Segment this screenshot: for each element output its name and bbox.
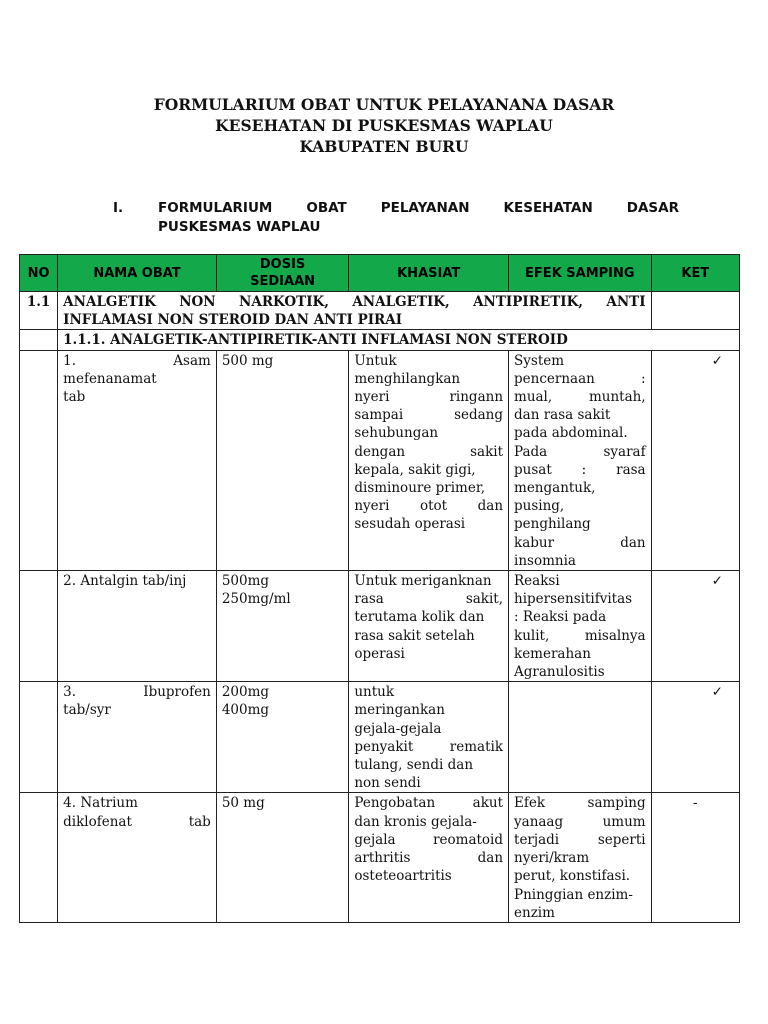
header-dosis-line-1: DOSIS bbox=[259, 257, 306, 272]
checkmark-icon: ✓ bbox=[651, 350, 739, 570]
indication-line: nyeri ringann bbox=[354, 389, 504, 406]
dosage-line: 400mg bbox=[221, 702, 270, 719]
drug-name-line: 1. Asam bbox=[63, 352, 211, 369]
side-effect-line: kabur dan bbox=[514, 534, 646, 551]
drug-name-line: mefenanamat bbox=[63, 370, 157, 387]
dosage-line: 250mg/ml bbox=[221, 591, 291, 608]
indication-line: sampai sedang bbox=[354, 407, 504, 424]
group-title-word: NON bbox=[179, 294, 216, 310]
side-effect-line: kemerahan bbox=[514, 645, 591, 662]
side-effect-line: Agranulositis bbox=[514, 664, 605, 681]
group-title-line-2: INFLAMASI NON STEROID DAN ANTI PIRAI bbox=[63, 312, 403, 329]
indication-line: non sendi bbox=[354, 775, 421, 792]
section-title-word: DASAR bbox=[626, 200, 679, 216]
row-no-cell bbox=[20, 793, 58, 922]
drug-name-line: tab bbox=[63, 389, 86, 406]
indication-line: rasa sakit setelah bbox=[354, 627, 475, 644]
indication-line: operasi bbox=[354, 645, 405, 662]
group-title bbox=[58, 292, 651, 330]
header-no: NO bbox=[20, 255, 58, 292]
drug-name-line: 2. Antalgin tab/inj bbox=[63, 573, 187, 590]
side-effect-line: perut, konstifasi. bbox=[514, 868, 631, 885]
indication-line: dengan sakit bbox=[354, 443, 504, 460]
dosage-cell bbox=[216, 793, 349, 922]
row-no-cell bbox=[20, 571, 58, 682]
dosage-cell bbox=[216, 350, 349, 570]
side-effect-line: insomnia bbox=[514, 552, 576, 569]
header-khasiat: KHASIAT bbox=[349, 255, 509, 292]
drug-name-line: 4. Natrium bbox=[63, 795, 138, 812]
header-dosis-sediaan bbox=[216, 255, 349, 292]
formulary-table bbox=[19, 254, 740, 923]
dosage-line: 200mg bbox=[221, 684, 270, 701]
table-row bbox=[20, 350, 740, 570]
header-efek-samping: EFEK SAMPING bbox=[509, 255, 652, 292]
indication-line: tulang, sendi dan bbox=[354, 757, 474, 774]
indication-line: gejala reomatoid bbox=[354, 831, 504, 848]
indication-line: arthritis dan bbox=[354, 850, 504, 867]
side-effect-line: pencernaan : bbox=[514, 370, 646, 387]
title-line-1: FORMULARIUM OBAT UNTUK PELAYANANA DASAR bbox=[153, 95, 615, 114]
side-effect-line: pada abdominal. bbox=[514, 425, 628, 442]
indication-line: terutama kolik dan bbox=[354, 609, 485, 626]
drug-name-line: diklofenat tab bbox=[63, 813, 211, 830]
header-ket: KET bbox=[651, 255, 739, 292]
subgroup-no-cell bbox=[20, 330, 58, 350]
section-title-word: FORMULARIUM bbox=[158, 200, 273, 216]
side-effect-line: Pninggian enzim- bbox=[514, 886, 633, 903]
side-effect-line: penghilang bbox=[514, 516, 591, 533]
side-effect-line: nyeri/kram bbox=[514, 850, 590, 867]
table-row bbox=[20, 793, 740, 922]
dosage-line: 500mg bbox=[221, 573, 270, 590]
dosage-cell bbox=[216, 571, 349, 682]
indication-line: meringankan bbox=[354, 702, 445, 719]
group-number: 1.1 bbox=[20, 292, 58, 330]
indication-line: penyakit rematik bbox=[354, 738, 504, 755]
group-row bbox=[20, 292, 740, 330]
checkmark-icon: ✓ bbox=[651, 682, 739, 793]
section-title bbox=[158, 199, 679, 237]
indication-cell bbox=[349, 682, 509, 793]
indication-line: disminoure primer, bbox=[354, 480, 486, 497]
side-effect-cell bbox=[509, 793, 652, 922]
subgroup-title: 1.1.1. ANALGETIK-ANTIPIRETIK-ANTI INFLAMASI NON STEROID bbox=[58, 330, 740, 350]
side-effect-line: yanaag umum bbox=[514, 813, 646, 830]
drug-name-line: tab/syr bbox=[63, 702, 111, 719]
indication-line: sehubungan bbox=[354, 425, 439, 442]
row-no-cell bbox=[20, 350, 58, 570]
section-title-word: OBAT bbox=[306, 200, 347, 216]
indication-line: osteteoartritis bbox=[354, 868, 452, 885]
indication-line: nyeri otot dan bbox=[354, 498, 504, 515]
dosage-cell bbox=[216, 682, 349, 793]
drug-name-cell bbox=[58, 682, 217, 793]
document-title bbox=[0, 94, 768, 157]
group-title-word: ANTIPIRETIK, bbox=[473, 294, 584, 310]
side-effect-line: enzim bbox=[514, 904, 555, 921]
table-header-row bbox=[20, 255, 740, 292]
drug-name-cell bbox=[58, 793, 217, 922]
group-title-line-1 bbox=[63, 293, 645, 311]
indication-line: Untuk bbox=[354, 352, 397, 369]
side-effect-line: System bbox=[514, 352, 565, 369]
drug-name-line: 3. Ibuprofen bbox=[63, 684, 211, 701]
side-effect-line: pusing, bbox=[514, 498, 565, 515]
section-number: I. bbox=[113, 200, 124, 216]
indication-line: sesudah operasi bbox=[354, 516, 466, 533]
side-effect-line: terjadi seperti bbox=[514, 831, 646, 848]
group-ket-cell bbox=[651, 292, 739, 330]
side-effect-line: hipersensitifvitas bbox=[514, 591, 633, 608]
table-row bbox=[20, 682, 740, 793]
indication-line: rasa sakit, bbox=[354, 591, 504, 608]
drug-name-cell bbox=[58, 571, 217, 682]
section-title-word: KESEHATAN bbox=[503, 200, 593, 216]
ket-cell: - bbox=[651, 793, 739, 922]
checkmark-icon: ✓ bbox=[651, 571, 739, 682]
indication-line: menghilangkan bbox=[354, 370, 461, 387]
dosage-line: 500 mg bbox=[221, 352, 274, 369]
indication-cell bbox=[349, 571, 509, 682]
group-title-word: ANTI bbox=[606, 294, 646, 310]
side-effect-line: mual, muntah, bbox=[514, 389, 646, 406]
group-title-word: NARKOTIK, bbox=[239, 294, 329, 310]
indication-line: Pengobatan akut bbox=[354, 795, 504, 812]
side-effect-cell bbox=[509, 682, 652, 793]
side-effect-line: dan rasa sakit bbox=[514, 407, 611, 424]
section-title-word: PELAYANAN bbox=[380, 200, 470, 216]
title-line-3: KABUPATEN BURU bbox=[299, 137, 469, 156]
header-nama-obat: NAMA OBAT bbox=[58, 255, 217, 292]
indication-line: kepala, sakit gigi, bbox=[354, 461, 476, 478]
section-title-line-1 bbox=[158, 199, 679, 218]
drug-name-cell bbox=[58, 350, 217, 570]
section-title-line-2: PUSKESMAS WAPLAU bbox=[158, 219, 321, 235]
indication-line: Untuk meriganknan bbox=[354, 573, 492, 590]
side-effect-line: Reaksi bbox=[514, 573, 560, 590]
side-effect-line: pusat : rasa bbox=[514, 461, 646, 478]
dosage-line: 50 mg bbox=[221, 795, 265, 812]
title-line-2: KESEHATAN DI PUSKESMAS WAPLAU bbox=[215, 116, 553, 135]
indication-cell bbox=[349, 793, 509, 922]
side-effect-line: Efek samping bbox=[514, 795, 646, 812]
group-title-word: ANALGETIK bbox=[63, 294, 156, 310]
indication-line: gejala-gejala bbox=[354, 720, 442, 737]
header-dosis-line-2: SEDIAAN bbox=[250, 274, 316, 289]
side-effect-cell bbox=[509, 350, 652, 570]
row-no-cell bbox=[20, 682, 58, 793]
side-effect-line: : Reaksi pada bbox=[514, 609, 607, 626]
side-effect-line: mengantuk, bbox=[514, 480, 596, 497]
table-row bbox=[20, 571, 740, 682]
group-title-word: ANALGETIK, bbox=[352, 294, 450, 310]
side-effect-cell bbox=[509, 571, 652, 682]
side-effect-line: Pada syaraf bbox=[514, 443, 646, 460]
indication-line: dan kronis gejala- bbox=[354, 813, 477, 830]
indication-cell bbox=[349, 350, 509, 570]
indication-line: untuk bbox=[354, 684, 395, 701]
subgroup-row bbox=[20, 330, 740, 350]
side-effect-line: kulit, misalnya bbox=[514, 627, 646, 644]
